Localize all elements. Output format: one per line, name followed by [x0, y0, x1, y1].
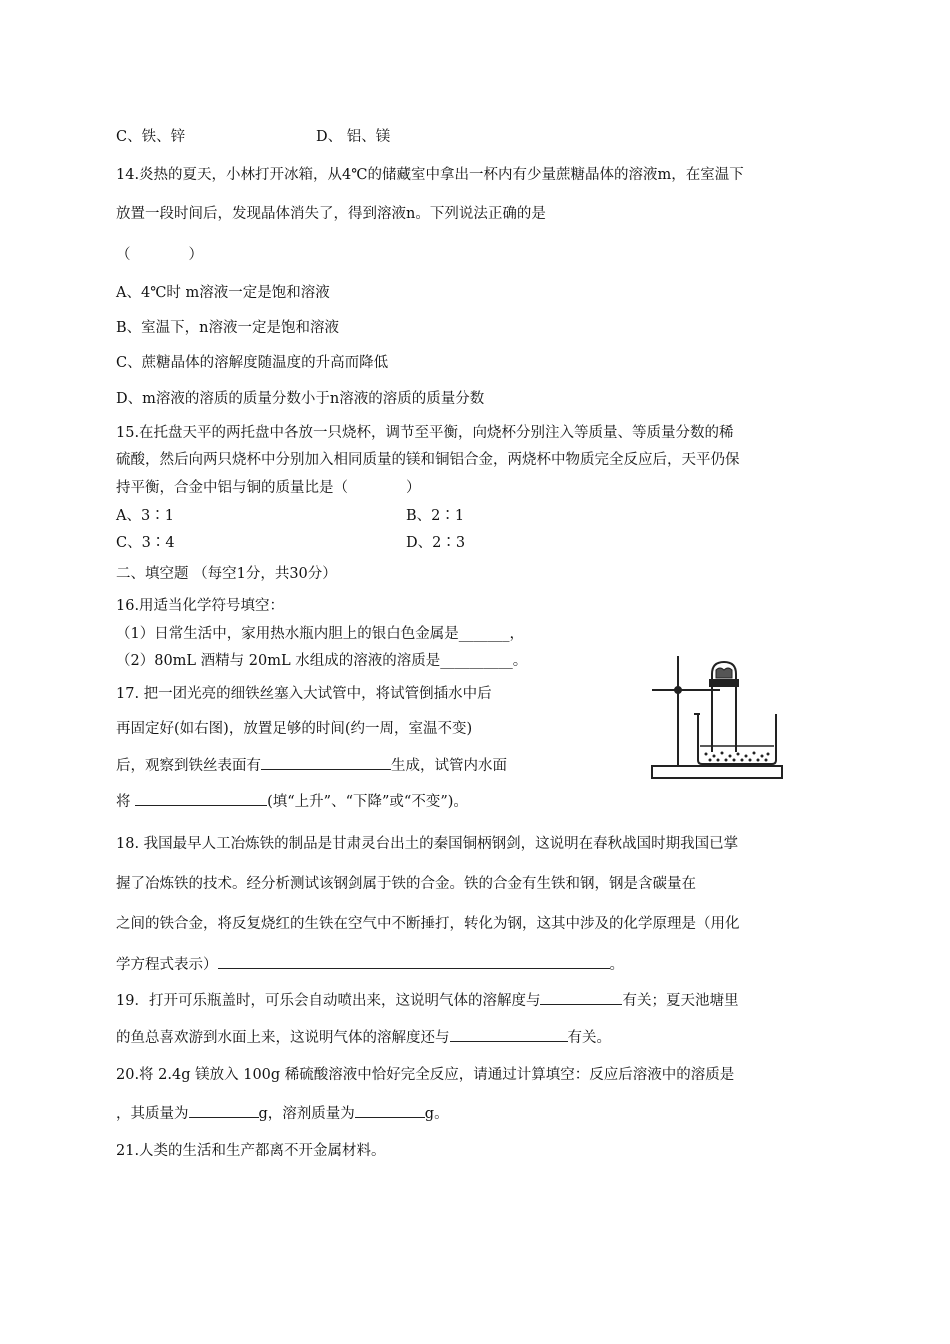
q20-line2-suffix: g。 [424, 1106, 449, 1122]
q18-stem-line1: 18. 我国最早人工冶炼铁的制品是甘肃灵台出土的秦国铜柄钢剑，这说明在春秋战国时期我国已掌 [116, 836, 739, 852]
q17-line3-prefix: 后，观察到铁丝表面有 [116, 758, 261, 774]
q13-option-c: C、铁、锌 [116, 129, 186, 145]
q20-blank-mass[interactable] [189, 1103, 259, 1118]
q15-stem-line3: 持平衡，合金中铝与铜的质量比是（ ） [116, 480, 421, 496]
q20-line2-mid: g，溶剂质量为 [258, 1106, 355, 1122]
q17-blank-2[interactable] [135, 791, 267, 806]
q17-stem-line4 [116, 791, 468, 812]
q15-option-a: A、3∶1 [116, 508, 174, 524]
q19-line2-suffix: 有关。 [567, 1030, 611, 1046]
q17-line4-suffix: (填“上升”、“下降”或“不变”)。 [267, 794, 468, 810]
q17-stem-line2: 再固定好(如右图)，放置足够的时间(约一周，室温不变) [116, 721, 473, 737]
q16-item-1: （1）日常生活中，家用热水瓶内胆上的银白色金属是_______， [116, 626, 524, 642]
q14-answer-paren: （ ） [116, 247, 203, 263]
q20-stem-line2 [116, 1103, 449, 1124]
q19-stem-line2 [116, 1027, 611, 1048]
q18-stem-line2: 握了冶炼铁的技术。经分析测试该钢剑属于铁的合金。铁的合金有生铁和钢，钢是含碳量在 [116, 876, 696, 892]
q21-stem: 21.人类的生活和生产都离不开金属材料。 [116, 1143, 386, 1159]
q17-line3-suffix: 生成，试管内水面 [391, 758, 507, 774]
q17-line4-prefix: 将 [116, 794, 136, 810]
q18-stem-line4 [116, 954, 624, 975]
q19-line1-prefix: 19．打开可乐瓶盖时，可乐会自动喷出来，这说明气体的溶解度与 [116, 993, 541, 1009]
q14-option-a: A、4℃时 m溶液一定是饱和溶液 [116, 285, 330, 301]
q18-equation-blank[interactable] [218, 954, 610, 969]
q17-stem-line1: 17. 把一团光亮的细铁丝塞入大试管中，将试管倒插水中后 [116, 686, 492, 702]
q19-line2-prefix: 的鱼总喜欢游到水面上来，这说明气体的溶解度还与 [116, 1030, 450, 1046]
q15-option-d: D、2∶3 [406, 535, 466, 551]
q16-item-2: （2）80mL 酒精与 20mL 水组成的溶液的溶质是__________。 [116, 653, 528, 669]
q14-option-d: D、m溶液的溶质的质量分数小于n溶液的溶质的质量分数 [116, 391, 485, 407]
q18-line4-prefix: 学方程式表示） [116, 957, 218, 973]
q15-option-c: C、3∶4 [116, 535, 175, 551]
q20-line2-prefix: ，其质量为 [116, 1106, 189, 1122]
q15-option-b: B、2∶1 [406, 508, 465, 524]
q19-stem-line1 [116, 990, 738, 1011]
q15-stem-line1: 15.在托盘天平的两托盘中各放一只烧杯，调节至平衡，向烧杯分别注入等质量、等质量分数的稀 [116, 425, 734, 441]
q19-blank-1[interactable] [540, 990, 622, 1005]
section-heading: 二、填空题 （每空1分，共30分） [116, 566, 337, 582]
q16-stem: 16.用适当化学符号填空： [116, 598, 285, 614]
q20-blank-solvent[interactable] [355, 1103, 425, 1118]
q13-option-d: D、 铝、镁 [316, 129, 391, 145]
q17-blank-1[interactable] [261, 755, 391, 770]
q14-option-b: B、室温下，n溶液一定是饱和溶液 [116, 320, 339, 336]
q15-stem-line2: 硫酸，然后向两只烧杯中分别加入相同质量的镁和铜铝合金，两烧杯中物质完全反应后，天平仍保 [116, 452, 740, 468]
test-tube-apparatus-figure [648, 652, 786, 782]
q18-stem-line3: 之间的铁合金，将反复烧红的生铁在空气中不断捶打，转化为钢，这其中涉及的化学原理是（用化 [116, 916, 740, 932]
q17-stem-line3 [116, 755, 507, 776]
q14-stem-line2: 放置一段时间后，发现晶体消失了，得到溶液n。下列说法正确的是 [116, 206, 546, 222]
q19-line1-suffix: 有关；夏天池塘里 [622, 993, 739, 1009]
q19-blank-2[interactable] [450, 1027, 568, 1042]
q20-stem-line1: 20.将 2.4g 镁放入 100g 稀硫酸溶液中恰好完全反应，请通过计算填空：反应后溶液中的溶质是 [116, 1067, 735, 1083]
q14-option-c: C、蔗糖晶体的溶解度随温度的升高而降低 [116, 355, 389, 371]
q14-stem-line1: 14.炎热的夏天，小林打开冰箱，从4℃的储藏室中拿出一杯内有少量蔗糖晶体的溶液m，在室温下 [116, 167, 744, 183]
q18-line4-suffix: 。 [609, 957, 624, 973]
